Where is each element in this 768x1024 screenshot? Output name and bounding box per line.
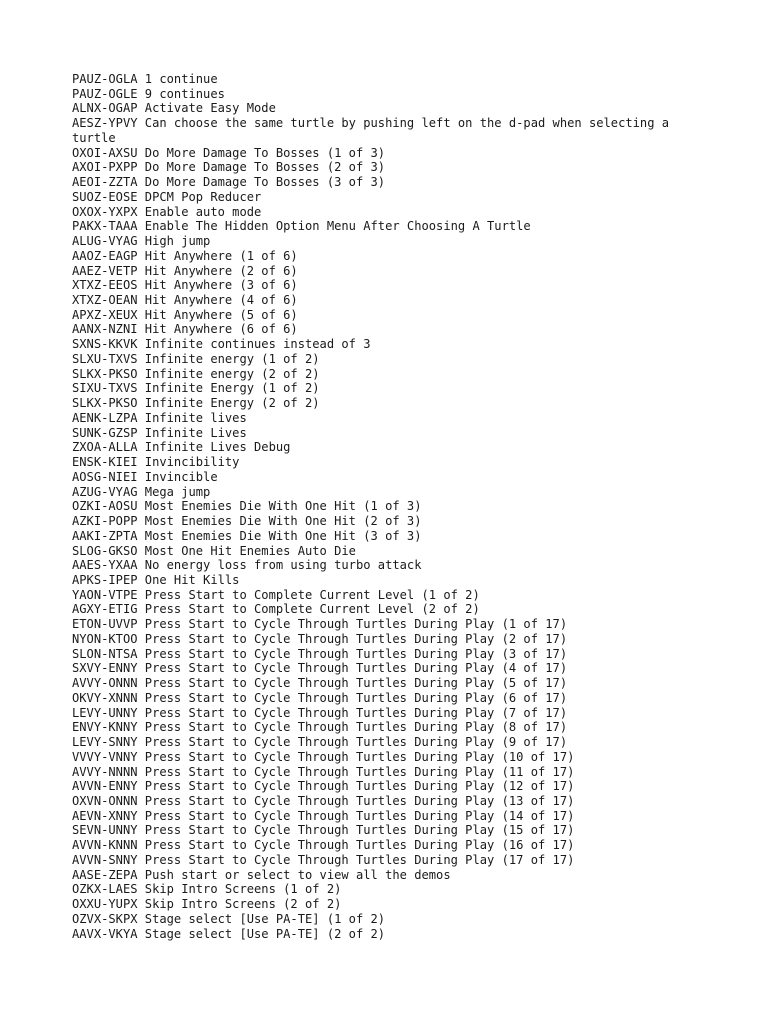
code-line: SLOG-GKSO Most One Hit Enemies Auto Die <box>72 543 356 558</box>
code-line: AVVN-KNNN Press Start to Cycle Through Turtles During Play (16 of 17) <box>72 838 575 853</box>
code-line: AEVN-XNNY Press Start to Cycle Through Turtles During Play (14 of 17) <box>72 808 575 823</box>
code-line: ALUG-VYAG High jump <box>72 234 211 249</box>
code-line: AVVY-NNNN Press Start to Cycle Through Turtles During Play (11 of 17) <box>72 764 575 779</box>
code-line: ENSK-KIEI Invincibility <box>72 455 240 470</box>
code-line: PAUZ-OGLA 1 continue <box>72 72 218 86</box>
code-line: OXVN-ONNN Press Start to Cycle Through Turtles During Play (13 of 17) <box>72 793 575 808</box>
code-line: AESZ-YPVY Can choose the same turtle by pushing left on the d-pad when selecting a turtle <box>72 116 677 145</box>
code-line: SXNS-KKVK Infinite continues instead of 3 <box>72 337 371 352</box>
code-line: AAEZ-VETP Hit Anywhere (2 of 6) <box>72 263 298 278</box>
code-line: ALNX-OGAP Activate Easy Mode <box>72 101 276 116</box>
code-line: OXOI-AXSU Do More Damage To Bosses (1 of 3) <box>72 145 386 160</box>
code-line: AAVX-VKYA Stage select [Use PA-TE] (2 of 2) <box>72 926 386 941</box>
code-line: AVVY-ONNN Press Start to Cycle Through Turtles During Play (5 of 17) <box>72 676 568 691</box>
code-line: XTXZ-OEAN Hit Anywhere (4 of 6) <box>72 293 298 308</box>
code-line: SLXU-TXVS Infinite energy (1 of 2) <box>72 351 320 366</box>
code-line: AZUG-VYAG Mega jump <box>72 484 211 499</box>
code-line: AZKI-POPP Most Enemies Die With One Hit (2 of 3) <box>72 514 422 529</box>
code-line: SLKX-PKSO Infinite energy (2 of 2) <box>72 366 320 381</box>
code-line: AVVN-ENNY Press Start to Cycle Through Turtles During Play (12 of 17) <box>72 779 575 794</box>
code-line: AAKI-ZPTA Most Enemies Die With One Hit (3 of 3) <box>72 528 422 543</box>
code-line: PAKX-TAAA Enable The Hidden Option Menu After Choosing A Turtle <box>72 219 531 234</box>
code-line: AAES-YXAA No energy loss from using turbo attack <box>72 558 422 573</box>
code-line: AANX-NZNI Hit Anywhere (6 of 6) <box>72 322 298 337</box>
code-line: OXOX-YXPX Enable auto mode <box>72 204 262 219</box>
code-line: APXZ-XEUX Hit Anywhere (5 of 6) <box>72 307 298 322</box>
code-line: XTXZ-EEOS Hit Anywhere (3 of 6) <box>72 278 298 293</box>
code-line: SEVN-UNNY Press Start to Cycle Through Turtles During Play (15 of 17) <box>72 823 575 838</box>
code-line: LEVY-UNNY Press Start to Cycle Through Turtles During Play (7 of 17) <box>72 705 568 720</box>
cheat-code-list <box>72 72 698 941</box>
code-line: AASE-ZEPA Push start or select to view all the demos <box>72 867 451 882</box>
code-line: AEOI-ZZTA Do More Damage To Bosses (3 of 3) <box>72 175 386 190</box>
code-line: AVVN-SNNY Press Start to Cycle Through Turtles During Play (17 of 17) <box>72 852 575 867</box>
code-line: SUOZ-EOSE DPCM Pop Reducer <box>72 189 262 204</box>
code-line: SLON-NTSA Press Start to Cycle Through Turtles During Play (3 of 17) <box>72 646 568 661</box>
code-line: SLKX-PKSO Infinite Energy (2 of 2) <box>72 396 320 411</box>
code-line: OZKI-AOSU Most Enemies Die With One Hit (1 of 3) <box>72 499 422 514</box>
code-line: APKS-IPEP One Hit Kills <box>72 572 240 587</box>
code-line: OZVX-SKPX Stage select [Use PA-TE] (1 of 2) <box>72 911 386 926</box>
code-line: AENK-LZPA Infinite lives <box>72 410 247 425</box>
code-line: SXVY-ENNY Press Start to Cycle Through Turtles During Play (4 of 17) <box>72 661 568 676</box>
code-line: YAON-VTPE Press Start to Complete Current Level (1 of 2) <box>72 587 480 602</box>
code-line: AAOZ-EAGP Hit Anywhere (1 of 6) <box>72 248 298 263</box>
code-line: AOSG-NIEI Invincible <box>72 469 218 484</box>
code-line: SIXU-TXVS Infinite Energy (1 of 2) <box>72 381 320 396</box>
code-line: OKVY-XNNN Press Start to Cycle Through Turtles During Play (6 of 17) <box>72 690 568 705</box>
code-line: SUNK-GZSP Infinite Lives <box>72 425 247 440</box>
code-line: ENVY-KNNY Press Start to Cycle Through Turtles During Play (8 of 17) <box>72 720 568 735</box>
code-line: ZXOA-ALLA Infinite Lives Debug <box>72 440 291 455</box>
code-line: OXXU-YUPX Skip Intro Screens (2 of 2) <box>72 897 342 912</box>
code-line: OZKX-LAES Skip Intro Screens (1 of 2) <box>72 882 342 897</box>
code-line: ETON-UVVP Press Start to Cycle Through Turtles During Play (1 of 17) <box>72 617 568 632</box>
code-line: VVVY-VNNY Press Start to Cycle Through Turtles During Play (10 of 17) <box>72 749 575 764</box>
code-line: AXOI-PXPP Do More Damage To Bosses (2 of 3) <box>72 160 386 175</box>
code-line: NYON-KTOO Press Start to Cycle Through Turtles During Play (2 of 17) <box>72 631 568 646</box>
code-line: PAUZ-OGLE 9 continues <box>72 86 225 101</box>
code-line: AGXY-ETIG Press Start to Complete Current Level (2 of 2) <box>72 602 480 617</box>
code-line: LEVY-SNNY Press Start to Cycle Through Turtles During Play (9 of 17) <box>72 735 568 750</box>
